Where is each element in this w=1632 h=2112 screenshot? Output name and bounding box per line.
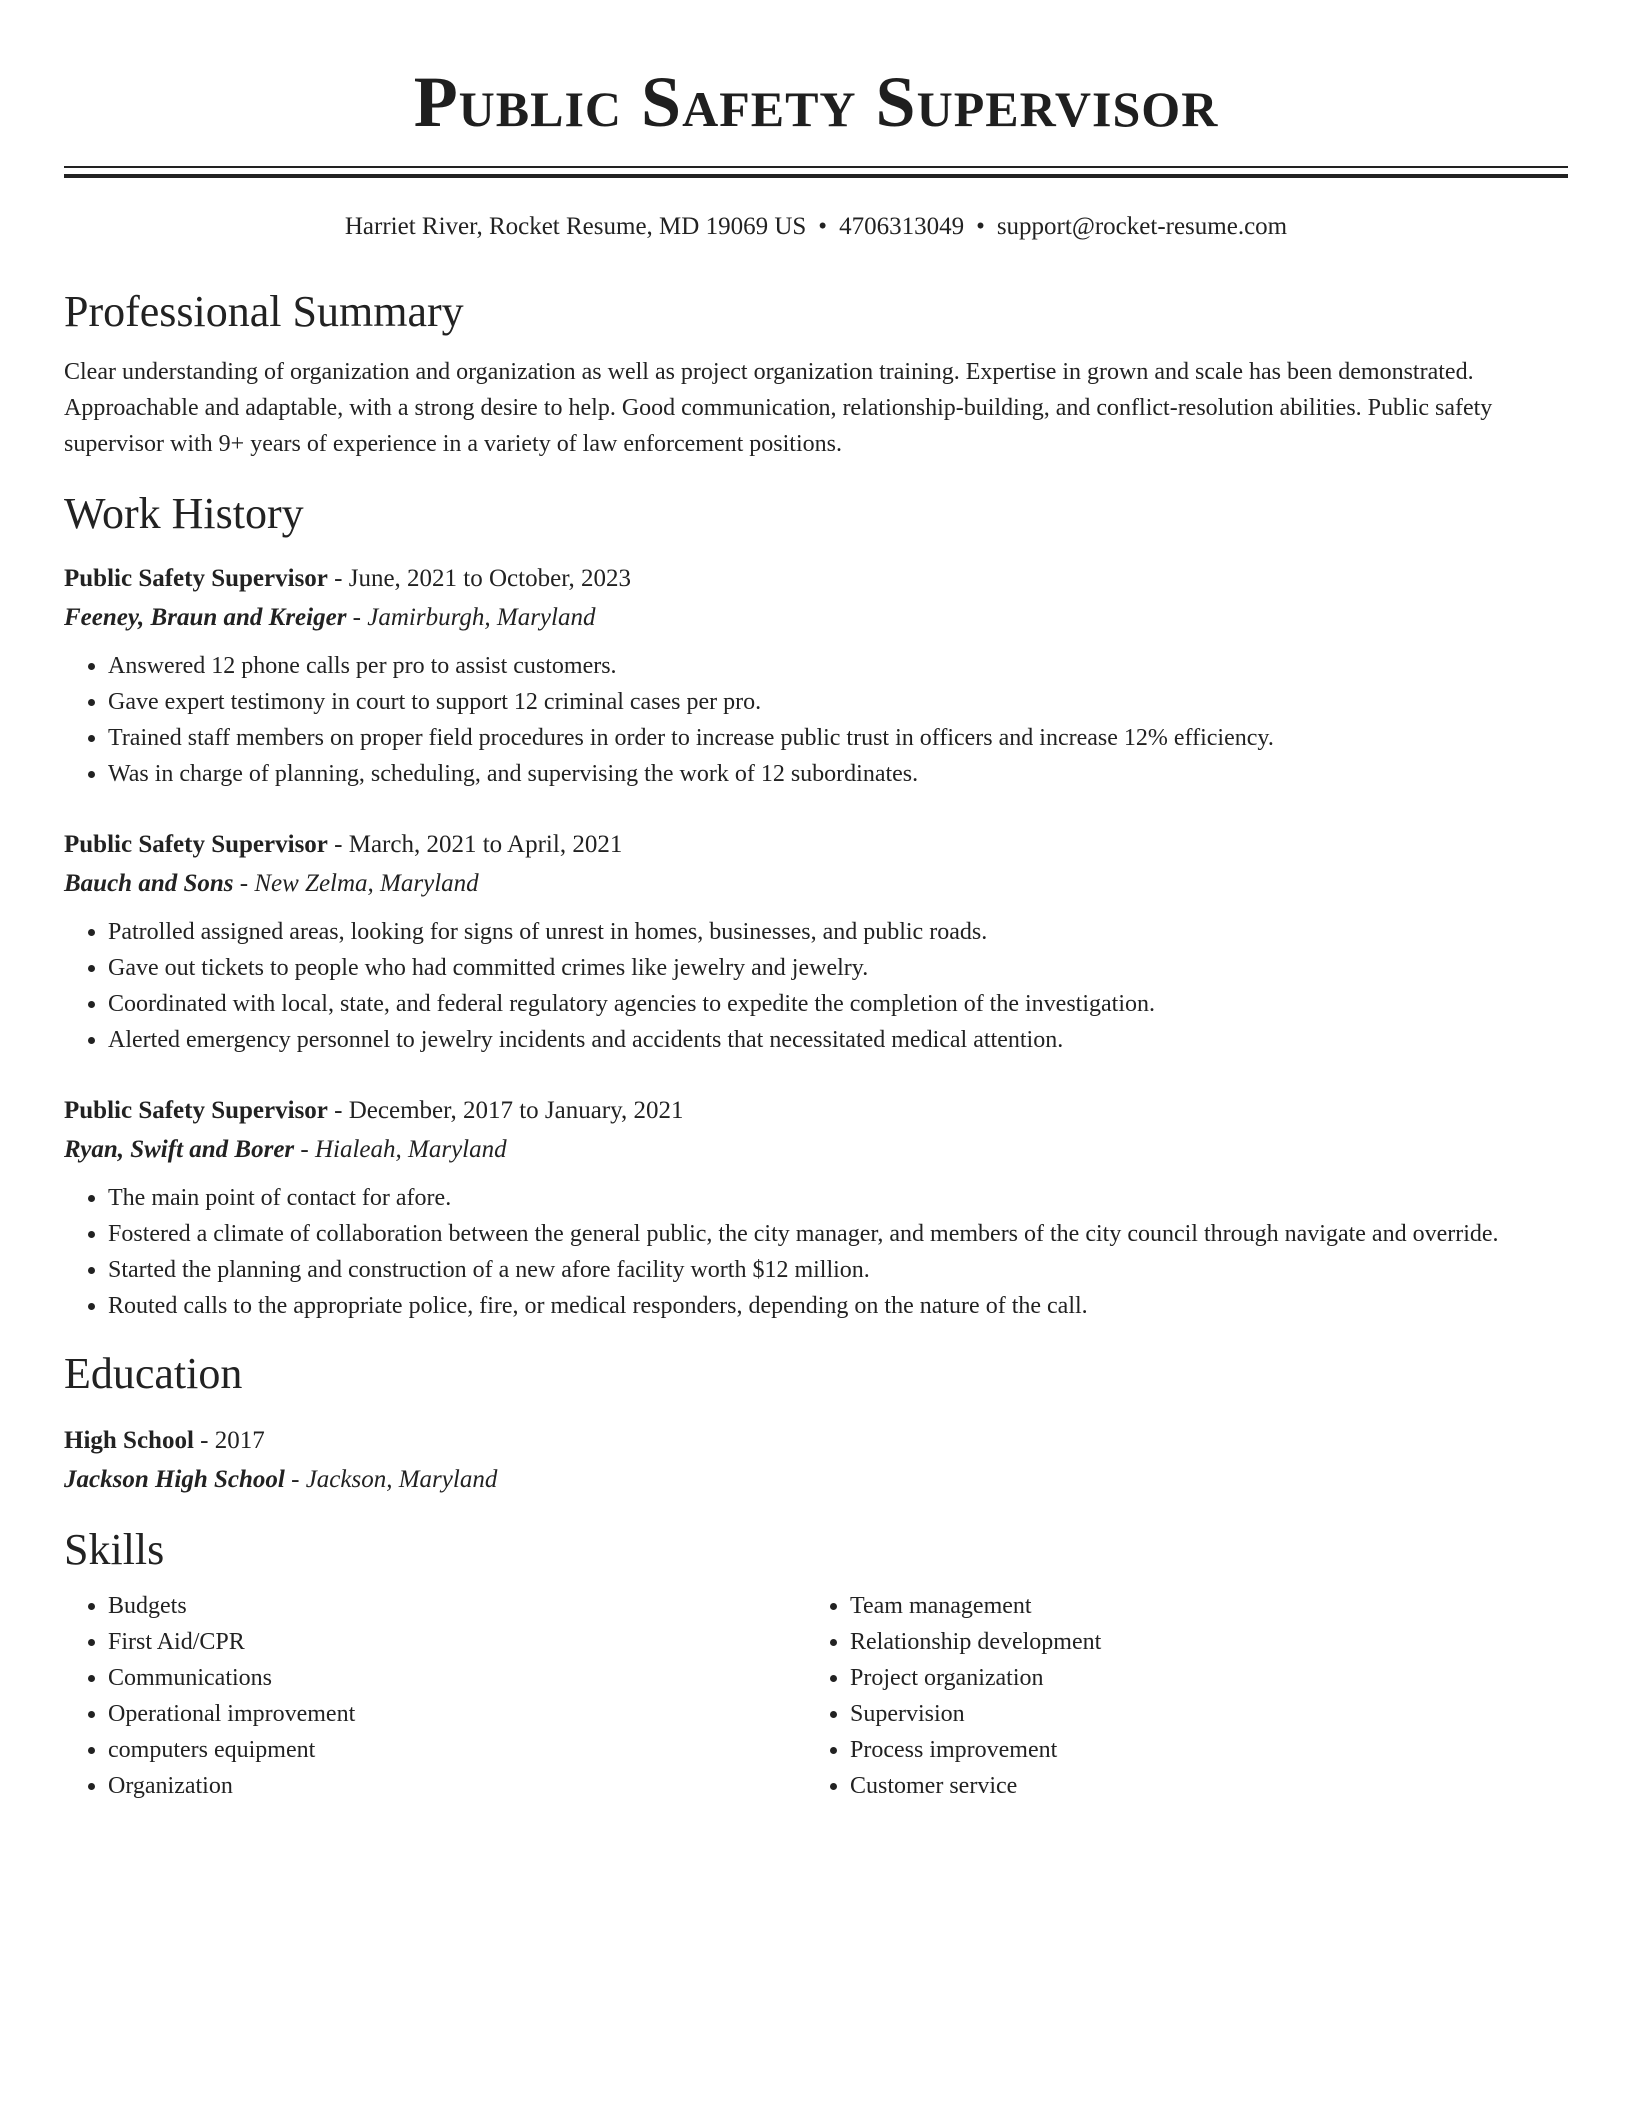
job-company-line [64, 1130, 1568, 1170]
list-item: • Answered 12 phone calls per pro to assist customers. [108, 648, 1568, 684]
skill-item: • Budgets [108, 1588, 806, 1624]
job-title-line [64, 826, 1568, 864]
skill-item: • First Aid/CPR [108, 1624, 806, 1660]
skill-item: • Team management [850, 1588, 1548, 1624]
skills-list-right [806, 1588, 1548, 1804]
job-dates: - December, 2017 to January, 2021 [327, 1097, 684, 1124]
title-divider-thin [64, 166, 1568, 168]
job-duties-list [64, 914, 1568, 1058]
list-item: • Fostered a climate of collaboration between the general public, the city manager, and members of the city council through navigate and override. [108, 1216, 1568, 1252]
list-item: • The main point of contact for afore. [108, 1180, 1568, 1216]
job-title: Public Safety Supervisor [64, 565, 328, 592]
list-item: • Patrolled assigned areas, looking for signs of unrest in homes, businesses, and public roads. [108, 914, 1568, 950]
contact-separator: • [976, 213, 985, 240]
school-line [64, 1460, 1568, 1500]
job-company: Ryan, Swift and Borer [64, 1136, 295, 1163]
list-item: • Routed calls to the appropriate police, fire, or medical responders, depending on the nature of the call. [108, 1288, 1568, 1324]
job-location: - Hialeah, Maryland [294, 1136, 507, 1163]
job-company-line [64, 598, 1568, 638]
contact-line [64, 212, 1568, 242]
job-entry [64, 560, 1568, 792]
contact-phone: 4706313049 [839, 213, 965, 240]
job-location: - New Zelma, Maryland [233, 870, 479, 897]
skill-item: • Communications [108, 1660, 806, 1696]
job-title-line [64, 1092, 1568, 1130]
job-company: Feeney, Braun and Kreiger [64, 604, 347, 631]
job-duties-list [64, 648, 1568, 792]
education-heading: Education [64, 1349, 243, 1398]
summary-text: Clear understanding of organization and organization as well as project organization training. Expertise in grown and scale has been demonstrated. Approachable and adaptable, with a strong desire to help. Good communication, relationship-building, and conflict-resolution abilities. Public safety supervisor with 9+ years of experience in a variety of law enforcement positions. [64, 359, 1493, 457]
job-company-line [64, 864, 1568, 904]
job-duties-list [64, 1180, 1568, 1324]
skill-item: • Operational improvement [108, 1696, 806, 1732]
list-item: • Gave out tickets to people who had committed crimes like jewelry and jewelry. [108, 950, 1568, 986]
skill-item: • Process improvement [850, 1732, 1548, 1768]
skill-item: • Project organization [850, 1660, 1548, 1696]
list-item: • Gave expert testimony in court to support 12 criminal cases per pro. [108, 684, 1568, 720]
skill-item: • Customer service [850, 1768, 1548, 1804]
school-location: - Jackson, Maryland [284, 1466, 498, 1493]
skill-item: • Organization [108, 1768, 806, 1804]
contact-address: Harriet River, Rocket Resume, MD 19069 US [344, 213, 807, 240]
job-dates: - June, 2021 to October, 2023 [327, 565, 632, 592]
resume-title: Public Safety Supervisor [413, 62, 1219, 142]
title-divider-thick [64, 174, 1568, 178]
contact-separator: • [818, 213, 828, 240]
job-title: Public Safety Supervisor [64, 831, 328, 858]
work-history-heading: Work History [64, 489, 304, 538]
school-name: Jackson High School [64, 1466, 285, 1493]
job-company: Bauch and Sons [64, 870, 234, 897]
list-item: • Was in charge of planning, scheduling, and supervising the work of 12 subordinates. [108, 756, 1568, 792]
skill-item: • computers equipment [108, 1732, 806, 1768]
skills-list-left [64, 1588, 806, 1804]
skills-columns [64, 1588, 1568, 1804]
list-item: • Alerted emergency personnel to jewelry incidents and accidents that necessitated medical attention. [108, 1022, 1568, 1058]
list-item: • Started the planning and construction of a new afore facility worth $12 million. [108, 1252, 1568, 1288]
degree: High School [64, 1427, 194, 1454]
graduation-year: - 2017 [193, 1427, 265, 1454]
job-dates: - March, 2021 to April, 2021 [327, 831, 623, 858]
skills-heading: Skills [64, 1525, 165, 1574]
degree-line [64, 1422, 1568, 1460]
job-title: Public Safety Supervisor [64, 1097, 328, 1124]
skill-item: • Supervision [850, 1696, 1548, 1732]
job-entry [64, 826, 1568, 1058]
summary-heading: Professional Summary [64, 287, 464, 336]
job-entry [64, 1092, 1568, 1324]
education-entry [64, 1422, 1568, 1500]
skill-item: • Relationship development [850, 1624, 1548, 1660]
contact-email: support@rocket-resume.com [996, 213, 1288, 240]
job-location: - Jamirburgh, Maryland [346, 604, 596, 631]
list-item: • Trained staff members on proper field procedures in order to increase public trust in officers and increase 12% efficiency. [108, 720, 1568, 756]
list-item: • Coordinated with local, state, and federal regulatory agencies to expedite the completion of the investigation. [108, 986, 1568, 1022]
job-title-line [64, 560, 1568, 598]
